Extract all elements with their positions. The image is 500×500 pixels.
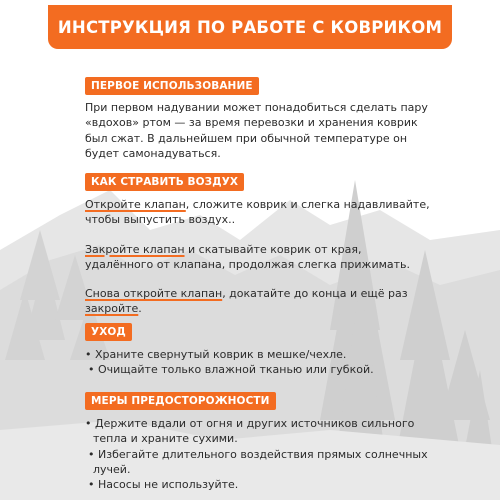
text-fragment: , сложите коврик и слегка надавливайте, [185,198,430,211]
section-label: МЕРЫ ПРЕДОСТОРОЖНОСТИ [85,392,276,410]
text-line: чтобы выпустить воздух.. [85,213,236,227]
step-2 [85,242,465,273]
page-title: ИНСТРУКЦИЯ ПО РАБОТЕ С КОВРИКОМ [57,17,443,37]
highlight-text: закройте [85,302,139,316]
text-line: удалённого от клапана, продолжая слегка прижимать. [85,257,411,271]
bullet-item: • Храните свернутый коврик в мешке/чехле. [85,348,347,361]
text-line [85,197,465,212]
text-line [85,301,465,316]
section-first-use [85,74,465,161]
bullet-continuation: лучей. [93,462,131,476]
text-line [85,286,465,301]
section-care [85,320,465,378]
text-line: будет самонадуваться. [85,146,221,160]
header-banner [48,5,452,49]
highlight-text: Откройте клапан [85,198,186,211]
section-label: КАК СТРАВИТЬ ВОЗДУХ [85,173,244,191]
section-deflate [85,170,465,317]
text-line: «вдохов» ртом — за время перевозки и хранения коврик [85,116,418,130]
text-line: был сжат. В дальнейшем при обычной температуре он [85,131,408,145]
bullet-item: • Насосы не используйте. [88,478,239,492]
section-label: УХОД [85,323,132,341]
text-line [85,242,465,257]
highlight-text: Закройте клапан [85,242,185,256]
section-body [85,416,465,492]
section-label: ПЕРВОЕ ИСПОЛЬЗОВАНИЕ [85,77,259,95]
step-3 [85,286,465,317]
bullet-continuation: тепла и храните сухими. [93,432,238,446]
text-fragment: . [138,302,142,316]
section-body [85,347,465,378]
text-line: При первом надувании может понадобиться сделать пару [85,101,428,114]
bullet-item: • Избегайте длительного воздействия прямых солнечных [88,447,428,461]
step-1 [85,197,465,228]
section-precautions [85,389,465,492]
text-fragment: , докатайте до конца и ещё раз [222,287,408,301]
highlight-text: Снова откройте клапан [85,287,223,301]
section-body [85,100,465,161]
text-fragment: и скатывайте коврик от края, [184,242,362,256]
bullet-item: • Очищайте только влажной тканью или губкой. [88,363,374,377]
bullet-item: • Держите вдали от огня и других источников сильного [85,417,415,430]
